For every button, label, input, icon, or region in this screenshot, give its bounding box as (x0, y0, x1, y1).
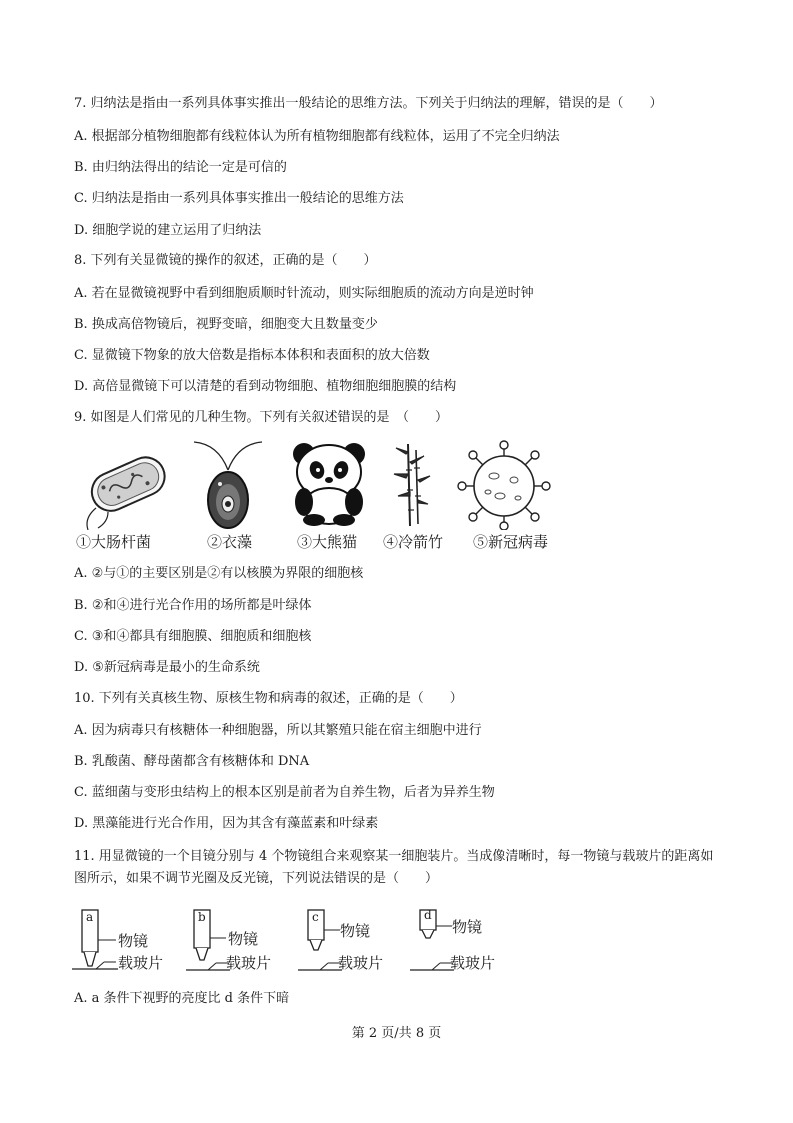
lens-letter-c: c (312, 910, 319, 924)
q8-stem: 8. 下列有关显微镜的操作的叙述，正确的是（ ） (74, 253, 377, 268)
panda-figure (284, 440, 374, 526)
q10-option-d: D. 黑藻能进行光合作用，因为其含有藻蓝素和叶绿素 (74, 816, 379, 831)
q11-option-a: A. a 条件下视野的亮度比 d 条件下暗 (74, 991, 290, 1006)
q8-option-b: B. 换成高倍物镜后，视野变暗，细胞变大且数量变少 (74, 317, 378, 332)
q9-stem: 9. 如图是人们常见的几种生物。下列有关叙述错误的是 （ ） (74, 410, 449, 425)
q9-option-c: C. ③和④都具有细胞膜、细胞质和细胞核 (74, 629, 312, 644)
lens-letter-a: a (86, 910, 94, 924)
lens-b-objective-label: 物镜 (228, 930, 259, 948)
lens-a-objective-label: 物镜 (118, 932, 149, 950)
bamboo-figure (392, 440, 432, 528)
q8-option-d: D. 高倍显微镜下可以清楚的看到动物细胞、植物细胞细胞膜的结构 (74, 379, 457, 394)
page-footer: 第 2 页/共 8 页 (351, 1026, 442, 1041)
lens-letter-d: d (424, 908, 432, 922)
q7-stem: 7. 归纳法是指由一系列具体事实推出一般结论的思维方法。下列关于归纳法的理解，错误的是（ ） (74, 96, 663, 111)
chlamydomonas-figure (188, 440, 268, 530)
q9-option-d: D. ⑤新冠病毒是最小的生命系统 (74, 660, 260, 675)
q9-option-a: A. ②与①的主要区别是②有以核膜为界限的细胞核 (74, 566, 364, 581)
q8-option-a: A. 若在显微镜视野中看到细胞质顺时针流动，则实际细胞质的流动方向是逆时钟 (74, 286, 534, 301)
lens-a-slide-label: 载玻片 (118, 954, 164, 972)
lens-b-slide-label: 载玻片 (226, 954, 272, 972)
caption-panda: ③大熊猫 (297, 533, 358, 551)
caption-coronavirus: ⑤新冠病毒 (473, 533, 549, 551)
caption-chlamydomonas: ②衣藻 (207, 533, 253, 551)
q9-option-b: B. ②和④进行光合作用的场所都是叶绿体 (74, 598, 312, 613)
q7-option-c: C. 归纳法是指由一系列具体事实推出一般结论的思维方法 (74, 191, 404, 206)
lens-c-slide-label: 载玻片 (338, 954, 384, 972)
q10-option-b: B. 乳酸菌、酵母菌都含有核糖体和 DNA (74, 754, 310, 769)
caption-bamboo: ④冷箭竹 (383, 533, 444, 551)
lens-c-objective-label: 物镜 (340, 922, 371, 940)
coronavirus-figure (456, 440, 552, 530)
lens-letter-b: b (198, 910, 206, 924)
q7-option-b: B. 由归纳法得出的结论一定是可信的 (74, 160, 287, 175)
q7-option-d: D. 细胞学说的建立运用了归纳法 (74, 223, 262, 238)
lens-d-slide-label: 载玻片 (450, 954, 496, 972)
q10-option-c: C. 蓝细菌与变形虫结构上的根本区别是前者为自养生物，后者为异养生物 (74, 785, 495, 800)
q8-option-c: C. 显微镜下物象的放大倍数是指标本体积和表面积的放大倍数 (74, 348, 430, 363)
q11-stem: 11. 用显微镜的一个目镜分别与 4 个物镜组合来观察某一细胞装片。当成像清晰时，每一物镜与载玻片的距离如图所示，如果不调节光圈及反光镜，下列说法错误的是（ ） (74, 849, 714, 886)
caption-e-coli: ①大肠杆菌 (76, 533, 152, 551)
q10-option-a: A. 因为病毒只有核糖体一种细胞器，所以其繁殖只能在宿主细胞中进行 (74, 723, 482, 738)
q7-option-a: A. 根据部分植物细胞都有线粒体认为所有植物细胞都有线粒体，运用了不完全归纳法 (74, 129, 560, 144)
lens-d-objective-label: 物镜 (452, 918, 483, 936)
e-coli-figure (74, 448, 174, 530)
q10-stem: 10. 下列有关真核生物、原核生物和病毒的叙述，正确的是（ ） (74, 691, 463, 706)
